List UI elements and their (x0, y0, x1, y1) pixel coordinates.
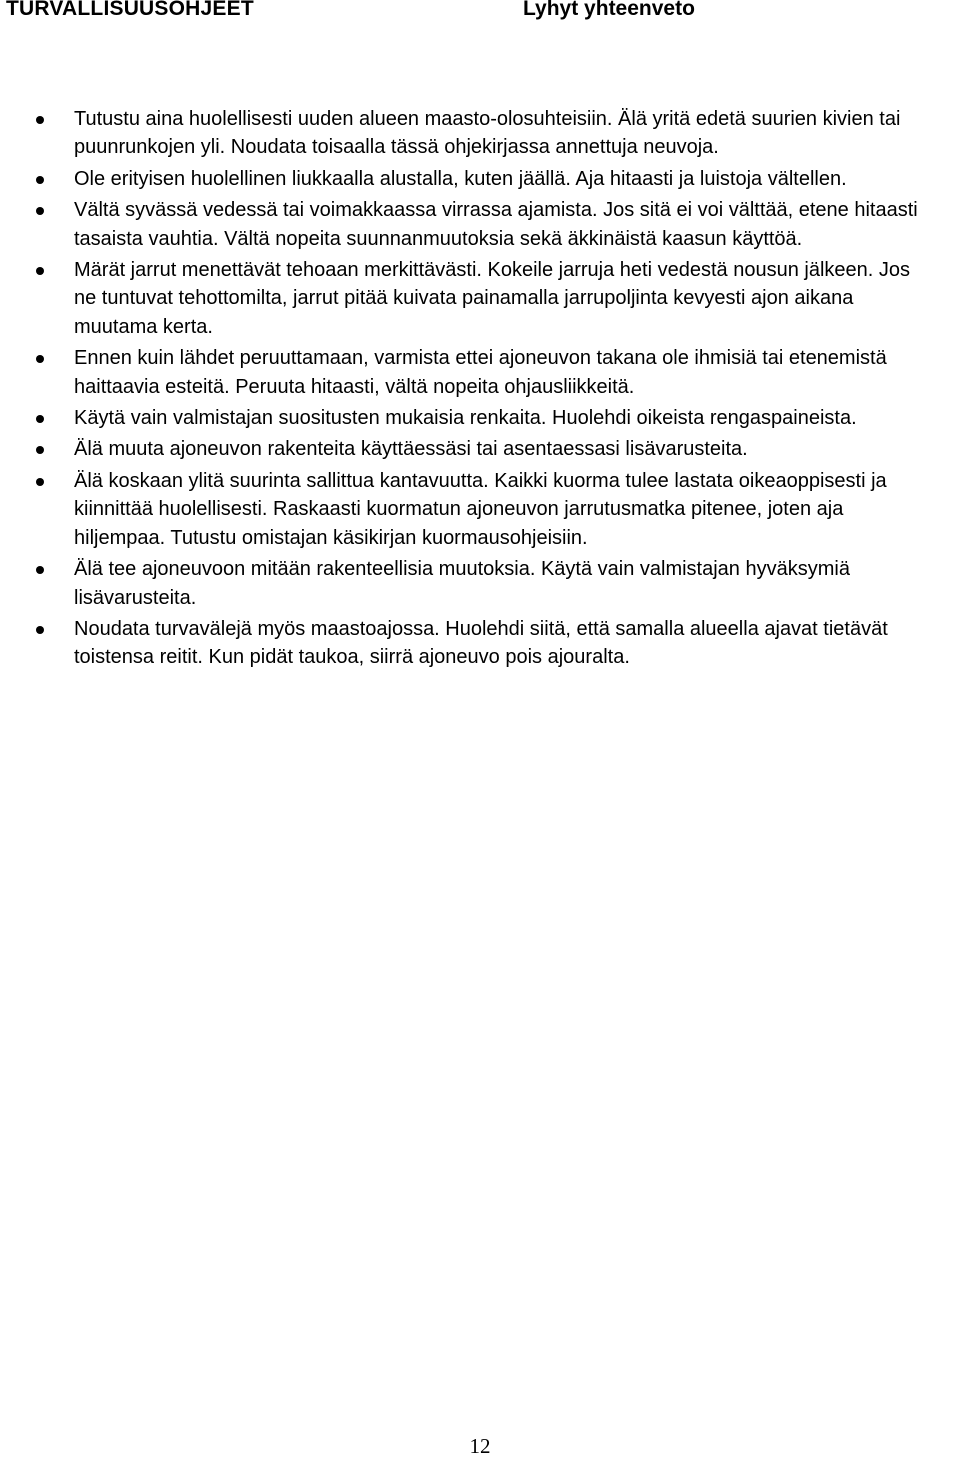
bullet-icon (36, 207, 44, 215)
list-item (0, 344, 960, 401)
safety-instructions-list (0, 105, 960, 675)
bullet-icon (36, 446, 44, 454)
list-item-text: Märät jarrut menettävät tehoaan merkittävästi. Kokeile jarruja heti vedestä nousun jälkeen. Jos ne tuntuvat tehottomilta, jarrut pitää kuivata painamalla jarrupoljinta kevyesti ajon aikana muutama kerta. (74, 259, 910, 338)
list-item-text: Ole erityisen huolellinen liukkaalla alustalla, kuten jäällä. Aja hitaasti ja luistoja vältellen. (74, 167, 847, 190)
list-item (0, 105, 960, 162)
list-item (0, 467, 960, 552)
bullet-icon (36, 116, 44, 124)
list-item-text: Älä tee ajoneuvoon mitään rakenteellisia muutoksia. Käytä vain valmistajan hyväksymiä lisävarusteita. (74, 558, 850, 609)
list-item-text: Vältä syvässä vedessä tai voimakkaassa virrassa ajamista. Jos sitä ei voi välttää, etene hitaasti tasaista vauhtia. Vältä nopeita suunnanmuutoksia sekä äkkinäistä kaasun käyttöä. (74, 199, 918, 250)
bullet-icon (36, 478, 44, 486)
section-title: TURVALLISUUSOHJEET (6, 0, 254, 20)
list-item (0, 435, 960, 463)
list-item (0, 256, 960, 341)
list-item (0, 615, 960, 672)
list-item-text: Älä koskaan ylitä suurinta sallittua kantavuutta. Kaikki kuorma tulee lastata oikeaoppisesti ja kiinnittää huolellisesti. Raskaasti kuormatun ajoneuvon jarrutusmatka pitenee, joten aja hiljempaa. Tutustu omistajan käsikirjan kuormausohjeisiin. (74, 469, 887, 549)
section-subtitle: Lyhyt yhteenveto (523, 0, 695, 20)
list-item-text: Käytä vain valmistajan suositusten mukaisia renkaita. Huolehdi oikeista rengaspaineista. (74, 407, 857, 430)
bullet-icon (36, 626, 44, 634)
list-item (0, 165, 960, 193)
page-header (0, 0, 960, 28)
bullet-icon (36, 566, 44, 574)
bullet-icon (36, 415, 44, 423)
list-item (0, 404, 960, 432)
list-item-text: Tutustu aina huolellisesti uuden alueen maasto-olosuhteisiin. Älä yritä edetä suurien kivien tai puunrunkojen yli. Noudata toisaalla tässä ohjekirjassa annettuja neuvoja. (74, 108, 901, 159)
bullet-icon (36, 267, 44, 275)
list-item (0, 555, 960, 612)
bullet-icon (36, 355, 44, 363)
page-number: 12 (469, 1434, 491, 1458)
list-item-text: Älä muuta ajoneuvon rakenteita käyttäessäsi tai asentaessasi lisävarusteita. (74, 438, 748, 461)
bullet-icon (36, 176, 44, 184)
list-item-text: Ennen kuin lähdet peruuttamaan, varmista ettei ajoneuvon takana ole ihmisiä tai etenemistä haittaavia esteitä. Peruuta hitaasti, vältä nopeita ohjausliikkeitä. (74, 347, 887, 398)
list-item-text: Noudata turvavälejä myös maastoajossa. Huolehdi siitä, että samalla alueella ajavat tietävät toistensa reitit. Kun pidät taukoa, siirrä ajoneuvo pois ajouralta. (74, 617, 888, 669)
list-item (0, 196, 960, 253)
